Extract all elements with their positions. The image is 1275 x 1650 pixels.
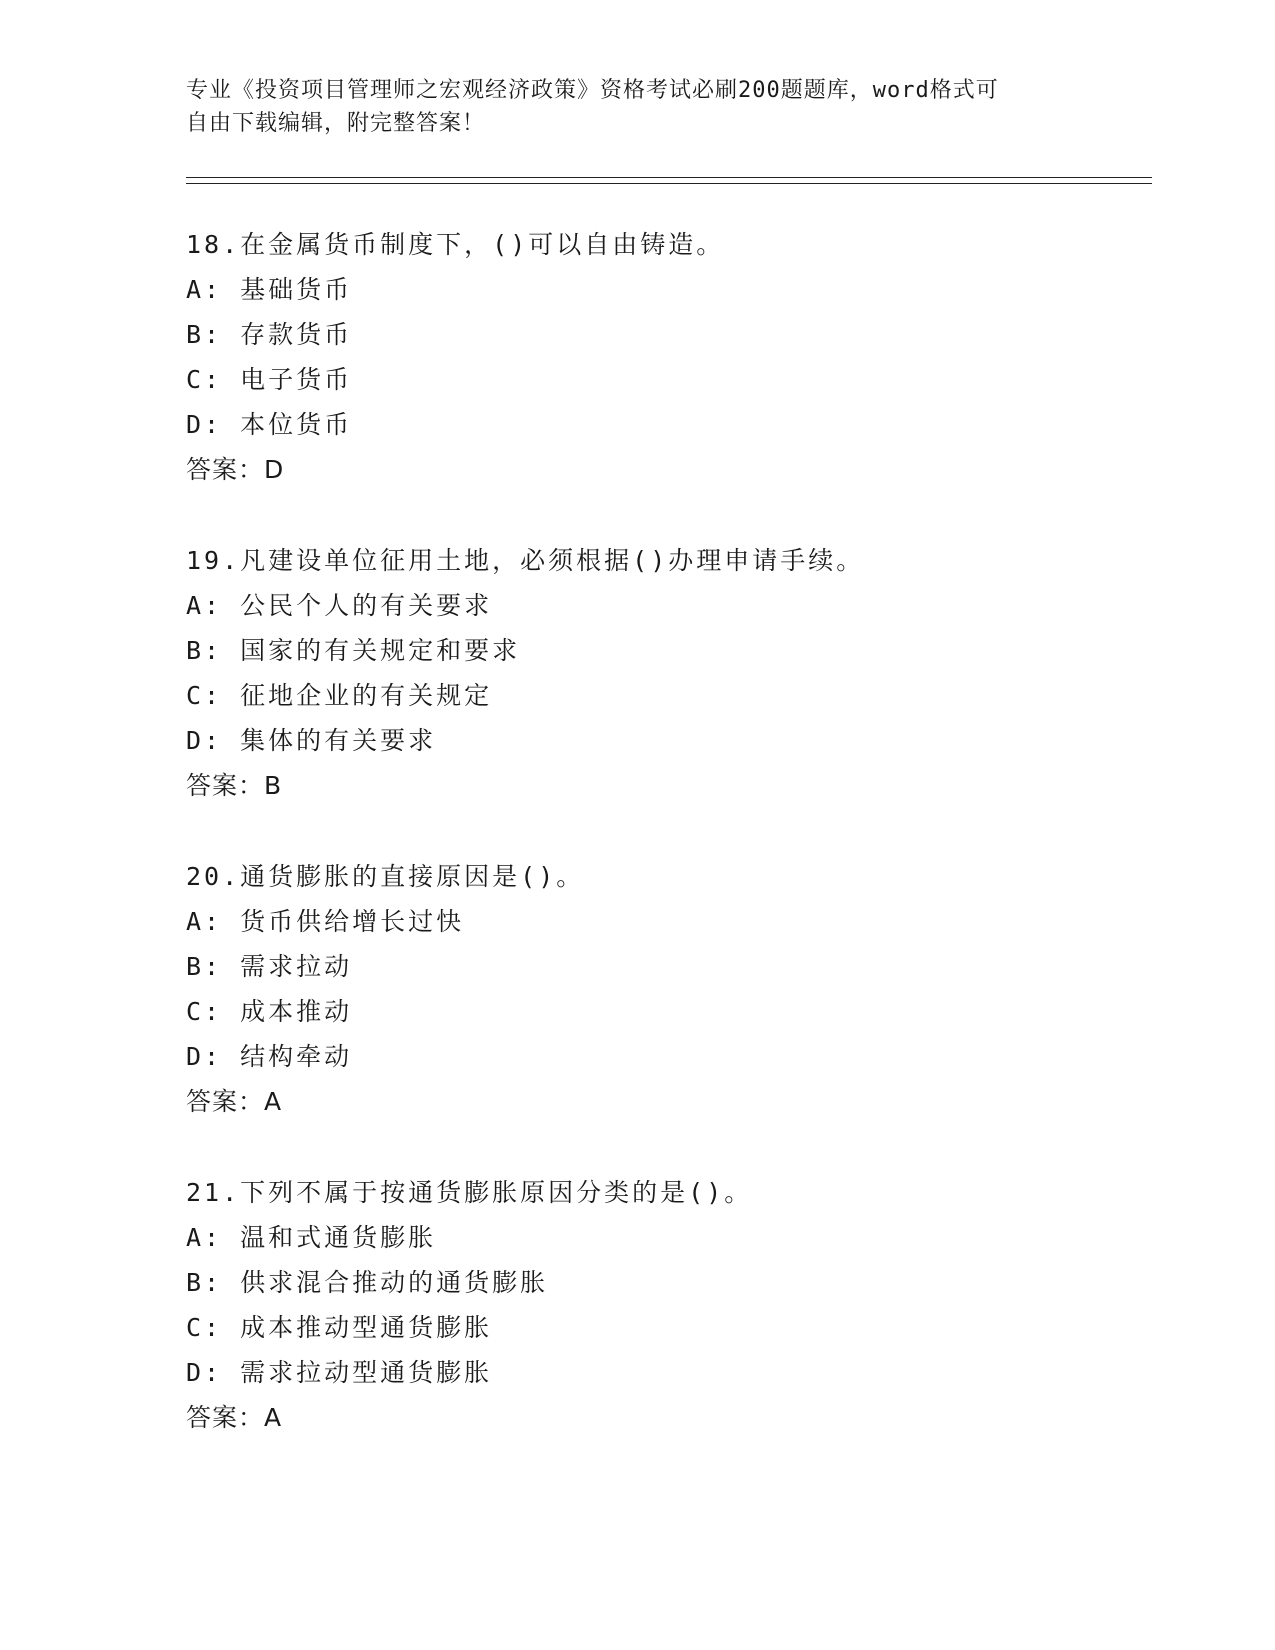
option-c: C: 电子货币: [186, 365, 353, 394]
option-b: B: 存款货币: [186, 320, 353, 349]
option-d: D: 结构牵动: [186, 1042, 353, 1071]
question-stem: 21.下列不属于按通货膨胀原因分类的是()。: [186, 1178, 753, 1207]
option-b: B: 国家的有关规定和要求: [186, 636, 521, 665]
question-stem: 19.凡建设单位征用土地，必须根据()办理申请手续。: [186, 546, 865, 575]
option-a: A: 温和式通货膨胀: [186, 1223, 437, 1252]
option-c: C: 成本推动型通货膨胀: [186, 1313, 493, 1342]
question-18: [186, 222, 1146, 492]
question-20: [186, 854, 1146, 1124]
question-stem: 20.通货膨胀的直接原因是()。: [186, 862, 585, 891]
option-a: A: 公民个人的有关要求: [186, 591, 493, 620]
option-a: A: 货币供给增长过快: [186, 907, 465, 936]
question-stem: 18.在金属货币制度下，()可以自由铸造。: [186, 230, 725, 259]
header-line-1: 专业《投资项目管理师之宏观经济政策》资格考试必刷200题题库，word格式可: [186, 78, 999, 103]
header-divider-bottom: [186, 183, 1152, 184]
document-header: [186, 74, 1086, 140]
option-b: B: 需求拉动: [186, 952, 353, 981]
question-21: [186, 1170, 1146, 1440]
header-divider-top: [186, 177, 1152, 178]
answer: 答案：A: [186, 1403, 283, 1432]
header-line-2: 自由下载编辑，附完整答案！: [186, 111, 486, 136]
option-d: D: 集体的有关要求: [186, 726, 437, 755]
answer: 答案：B: [186, 771, 283, 800]
option-c: C: 成本推动: [186, 997, 353, 1026]
option-d: D: 本位货币: [186, 410, 353, 439]
question-19: [186, 538, 1146, 808]
answer: 答案：A: [186, 1087, 283, 1116]
option-b: B: 供求混合推动的通货膨胀: [186, 1268, 549, 1297]
answer: 答案：D: [186, 455, 285, 484]
option-c: C: 征地企业的有关规定: [186, 681, 493, 710]
option-a: A: 基础货币: [186, 275, 353, 304]
option-d: D: 需求拉动型通货膨胀: [186, 1358, 493, 1387]
